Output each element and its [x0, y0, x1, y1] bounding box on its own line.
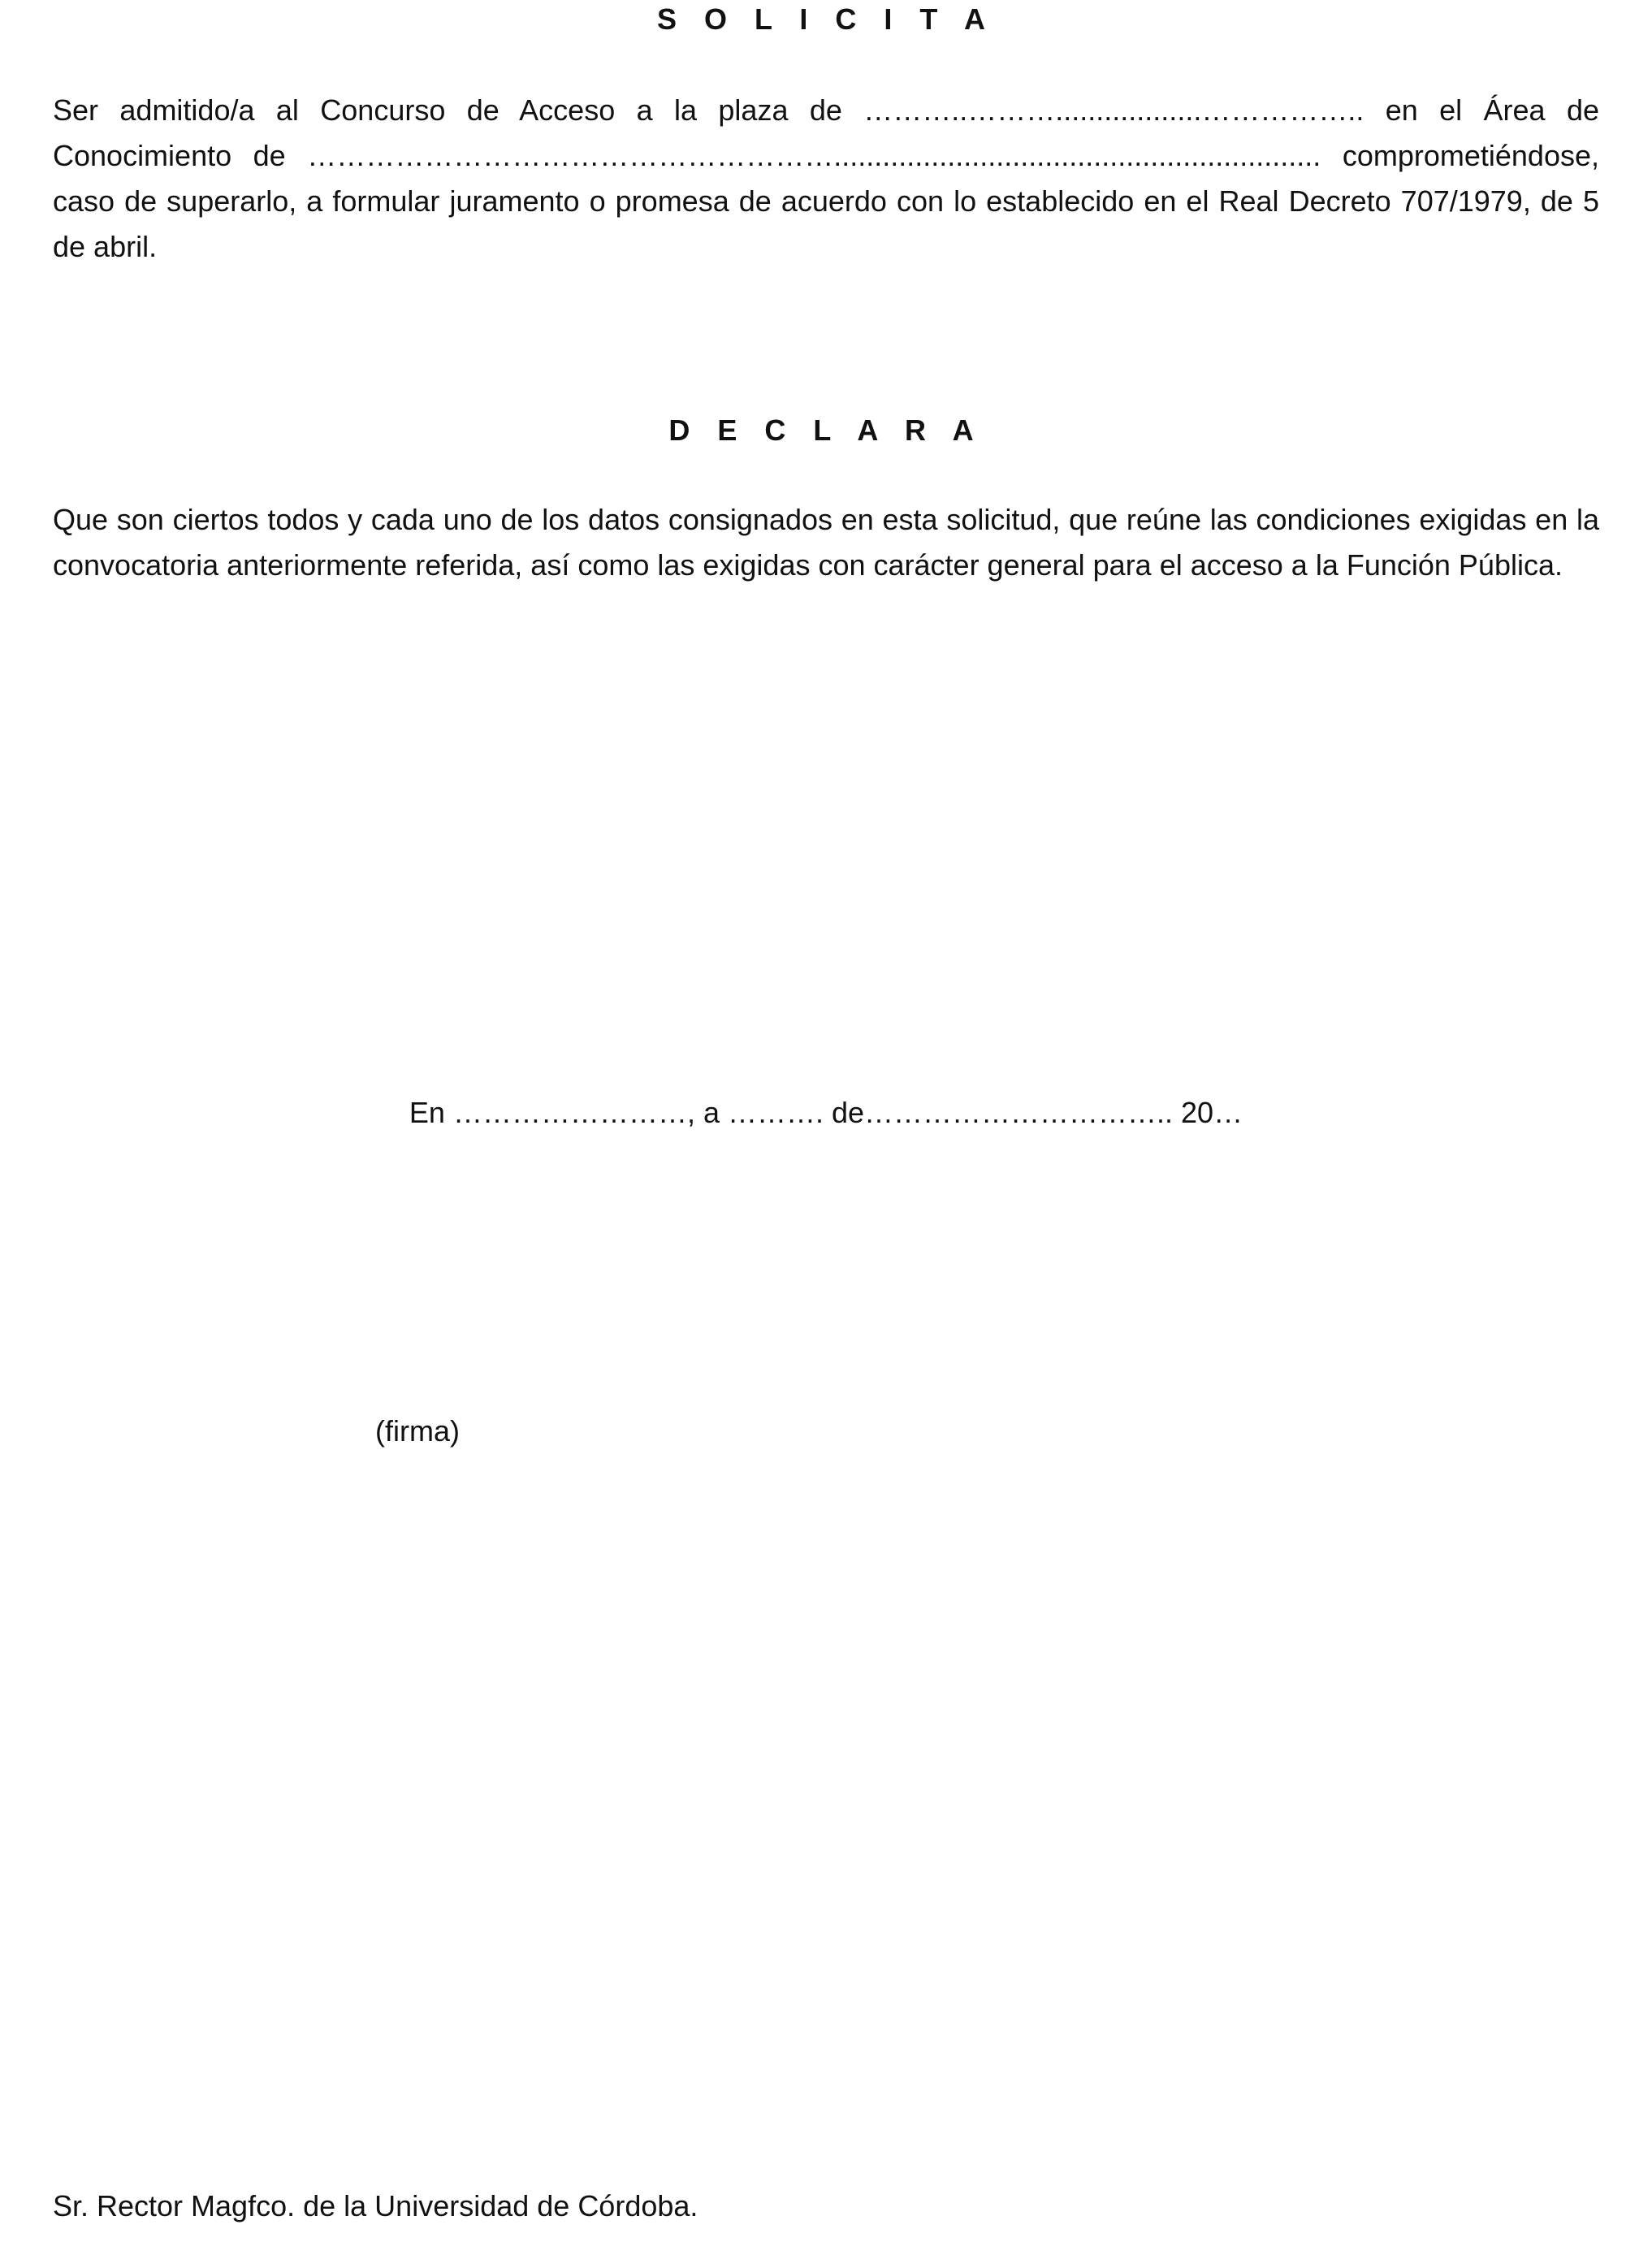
- signature-label: (firma): [375, 1414, 460, 1448]
- declara-paragraph: Que son ciertos todos y cada uno de los datos consignados en esta solicitud, que reúne las condiciones exigidas en la convocatoria anteriormente referida, así como las exigidas con carácter general para el acceso a la Función Pública.: [53, 503, 1599, 582]
- solicita-paragraph: Ser admitido/a al Concurso de Acceso a la plaza de ………..………..................…………….. en el Área de Conocimiento de ………………………………………………............................................................ comprometiéndose, caso de superarlo, a formular juramento o promesa de acuerdo con lo establecido en el Real Decreto 707/1979, de 5 de abril.: [53, 93, 1599, 263]
- addressee-line: Sr. Rector Magfco. de la Universidad de Córdoba.: [53, 2189, 698, 2223]
- declara-heading: D E C L A R A: [668, 413, 984, 447]
- place-date-line: En ……………………, a ………. de………………………….. 20…: [409, 1096, 1243, 1129]
- solicita-heading: S O L I C I T A: [656, 2, 996, 36]
